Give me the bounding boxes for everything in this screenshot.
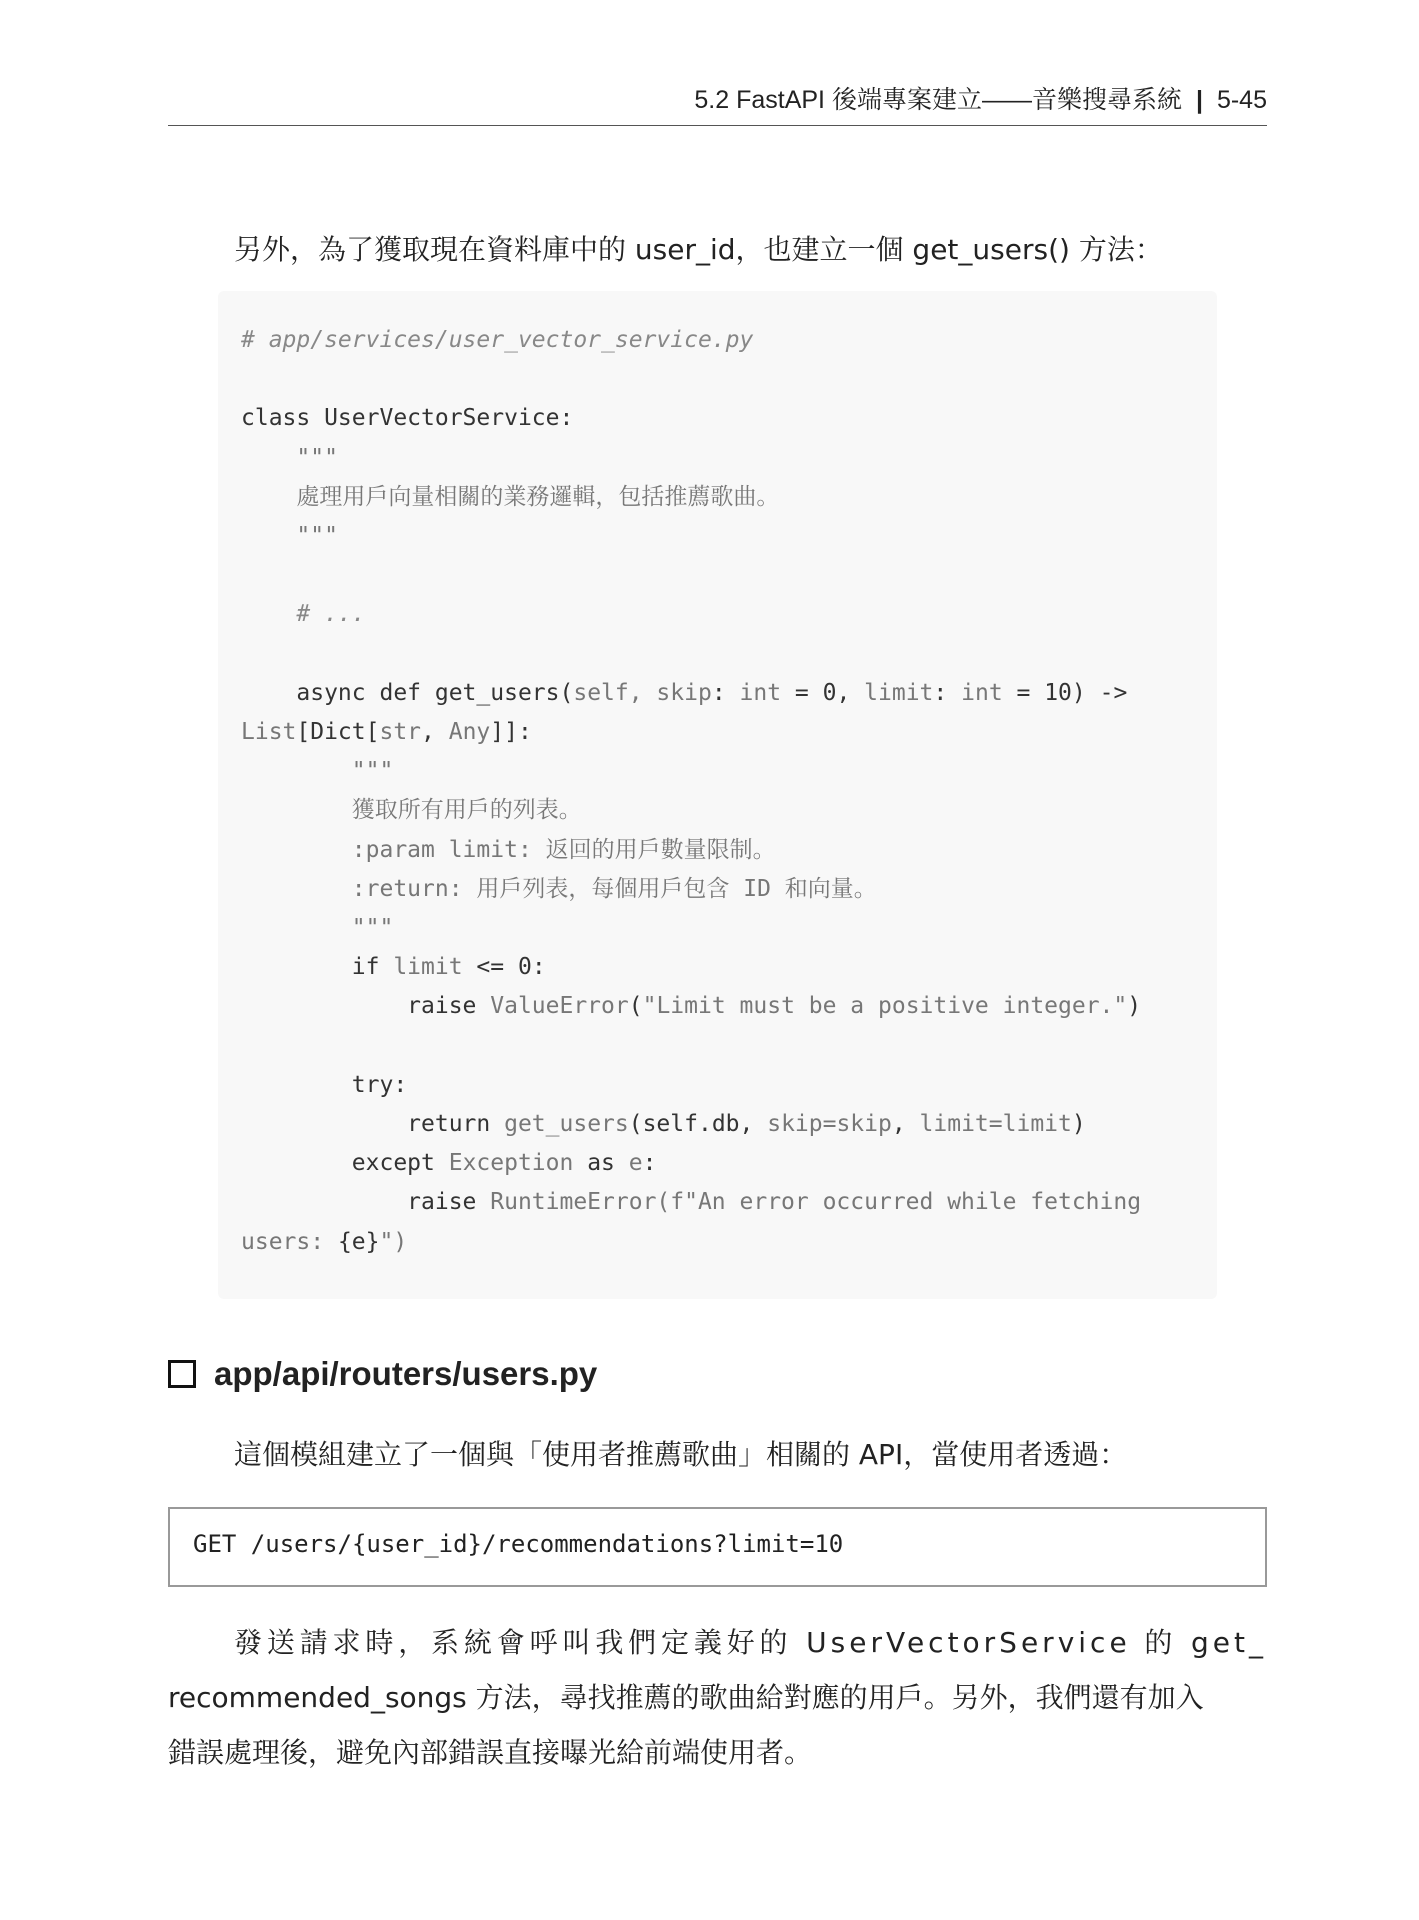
section-heading-text: app/api/routers/users.py — [214, 1355, 598, 1392]
code-token: raise — [241, 1189, 491, 1216]
code-line — [241, 1105, 1141, 1144]
code-token: <= 0: — [462, 954, 546, 981]
code-token: ) — [1071, 1111, 1086, 1138]
code-token: try: — [241, 1071, 408, 1098]
code-token: """ — [241, 444, 338, 471]
code-token: get_users — [504, 1111, 629, 1138]
description-paragraph: 這個模組建立了一個與「使用者推薦歌曲」相關的 API，當使用者透過： — [234, 1438, 1128, 1471]
code-token: : — [642, 1150, 657, 1177]
code-token: [Dict[ — [296, 719, 380, 746]
code-line — [241, 1144, 1141, 1183]
code-line — [241, 595, 1141, 634]
code-token: ) — [1127, 993, 1142, 1020]
code-line — [241, 1183, 1141, 1222]
code-line — [241, 321, 1141, 360]
code-token: if — [241, 954, 394, 981]
code-token: str — [379, 719, 422, 746]
code-token: """ — [241, 758, 394, 785]
code-token: Exception — [448, 1150, 574, 1177]
code-line — [241, 360, 1141, 399]
code-line — [241, 752, 1141, 791]
checkbox-bullet-icon — [168, 1360, 196, 1388]
code-token: limit=limit — [919, 1111, 1072, 1138]
code-line — [241, 635, 1141, 674]
code-line — [241, 791, 1141, 830]
intro-paragraph: 另外，為了獲取現在資料庫中的 user_id，也建立一個 get_users() 方法： — [234, 233, 1163, 266]
code-token: ]]: — [490, 719, 532, 746]
paragraph-line: 錯誤處理後，避免內部錯誤直接曝光給前端使用者。 — [168, 1736, 813, 1769]
code-line — [241, 517, 1141, 556]
code-token: (self.db, — [628, 1111, 768, 1138]
code-line — [241, 439, 1141, 478]
code-line — [241, 1223, 1141, 1262]
code-token: # app/services/user_vector_service.py — [241, 327, 754, 353]
code-token: 處理用戶向量相關的業務邏輯，包括推薦歌曲。 — [241, 483, 780, 510]
code-token: limit — [393, 954, 463, 981]
code-line — [241, 399, 1141, 438]
code-token: = 0, — [781, 679, 865, 706]
code-line — [241, 909, 1141, 948]
code-token: (f"An error occurred while fetching — [656, 1189, 1142, 1216]
code-token: :return: 用戶列表，每個用戶包含 ID 和向量。 — [241, 875, 877, 902]
endpoint-text: GET /users/{user_id}/recommendations?limit=10 — [193, 1530, 844, 1558]
code-line — [241, 831, 1141, 870]
paragraph-line: recommended_songs 方法，尋找推薦的歌曲給對應的用戶。另外，我們還有加入 — [168, 1681, 1204, 1714]
code-token: , — [421, 719, 449, 746]
code-line — [241, 870, 1141, 909]
code-token: limit — [864, 679, 934, 706]
section-heading — [168, 1355, 597, 1393]
code-token: users: — [241, 1228, 338, 1255]
code-token: ( — [628, 993, 643, 1020]
code-line — [241, 1027, 1141, 1066]
code-token: # ... — [241, 601, 366, 628]
code-token: int — [739, 679, 782, 706]
code-token: """ — [241, 915, 394, 942]
section-title: 5.2 FastAPI 後端專案建立——音樂搜尋系統 — [694, 86, 1182, 114]
paragraph-line: 發送請求時，系統會呼叫我們定義好的 UserVectorService 的 get_ — [234, 1626, 1267, 1659]
code-token: : — [933, 679, 962, 706]
code-token: """ — [241, 523, 338, 550]
code-token: e — [628, 1150, 643, 1177]
page-number: 5-45 — [1216, 86, 1267, 114]
code-token: "Limit must be a positive integer." — [642, 993, 1128, 1020]
running-header — [168, 80, 1267, 116]
header-rule — [168, 125, 1267, 126]
code-line — [241, 1066, 1141, 1105]
code-token: = 10) -> — [1002, 679, 1128, 706]
code-line — [241, 556, 1141, 595]
code-token: async def get_users( — [241, 679, 574, 706]
code-token: self, skip — [573, 679, 712, 706]
code-token: ValueError — [490, 993, 629, 1020]
code-token: as — [573, 1150, 629, 1177]
code-line — [241, 478, 1141, 517]
code-token: except — [241, 1150, 449, 1177]
code-token: class UserVectorService: — [241, 405, 574, 432]
code-token: raise — [241, 993, 491, 1020]
code-token: return — [241, 1111, 505, 1138]
explanation-paragraph — [168, 1615, 1267, 1780]
code-token: int — [961, 679, 1003, 706]
code-token: {e} — [337, 1228, 380, 1255]
code-line — [241, 674, 1141, 713]
code-listing — [241, 321, 1141, 1262]
code-token: RuntimeError — [490, 1189, 657, 1216]
code-line — [241, 948, 1141, 987]
code-token: : — [711, 679, 740, 706]
separator: | — [1195, 86, 1203, 114]
code-token: 獲取所有用戶的列表。 — [241, 797, 582, 824]
code-line — [241, 987, 1141, 1026]
code-token: List — [241, 719, 297, 746]
code-token: skip=skip — [767, 1111, 892, 1138]
code-token: , — [891, 1111, 920, 1138]
code-token: ") — [379, 1228, 408, 1255]
code-line — [241, 713, 1141, 752]
code-token: :param limit: 返回的用戶數量限制。 — [241, 836, 776, 863]
code-token: Any — [448, 719, 491, 746]
